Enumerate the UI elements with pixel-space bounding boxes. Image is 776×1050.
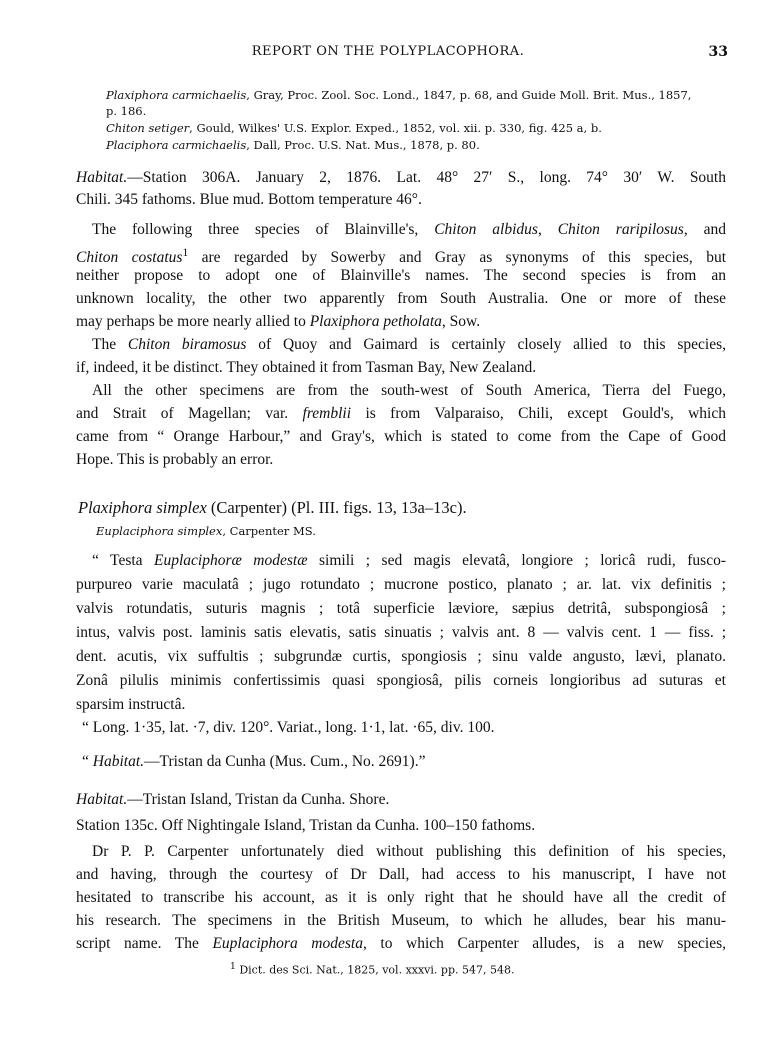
paragraph-biramosus-line-2: if, indeed, it be distinct. They obtained it from Tasman Bay, New Zealand.: [76, 359, 537, 376]
paragraph-blainville-line-4: unknown locality, the other two apparently from South Australia. One or more of these: [76, 290, 726, 307]
habitat-line-2: Chili. 345 fathoms. Blue mud. Bottom temperature 46°.: [76, 191, 422, 208]
paragraph-carpenter-line-5: script name. The Euplaciphora modesta, to which Carpenter alludes, is a new species,: [76, 935, 727, 952]
latin-line-5: dent. acutis, vix suffultis ; subgrundæ curtis, spongiosis ; sinu valde angusto, lævi, planato.: [76, 648, 726, 665]
habitat-2-line-2: Station 135c. Off Nightingale Island, Tristan da Cunha. 100–150 fathoms.: [76, 817, 536, 834]
latin-line-4: intus, valvis post. laminis satis elevatis, satis sinuatis ; valvis ant. 8 — valvis cent. 1 — fiss. ;: [76, 624, 726, 641]
running-header: [0, 44, 776, 64]
synonym-reference: , Gould, Wilkes' U.S. Explor. Exped., 1852, vol. xii. p. 330, fig. 425 a, b.: [189, 121, 602, 135]
synonym-name: Placiphora carmichaelis: [106, 138, 247, 152]
paragraph-biramosus-line-1: The Chiton biramosus of Quoy and Gaimard is certainly closely allied to this species,: [92, 336, 726, 353]
latin-line-6: Zonâ pilulis minimis confertissimis quasi spongiosâ, pilis corneis longioribus ad suturas et: [76, 672, 726, 689]
footnote: [230, 961, 514, 977]
paragraph-carpenter-line-4: his research. The specimens in the British Museum, to which he alludes, bear his manu-: [76, 912, 726, 929]
paragraph-blainville-line-1: The following three species of Blainville's, Chiton albidus, Chiton raripilosus, and: [92, 221, 726, 238]
paragraph-blainville-line-5: may perhaps be more nearly allied to Plaxiphora petholata, Sow.: [76, 313, 481, 330]
habitat-line-1: Habitat.—Station 306A. January 2, 1876. Lat. 48° 27′ S., long. 74° 30′ W. South: [76, 169, 726, 186]
latin-line-2: purpureo varie maculatâ ; jugo rotundato ; mucrone postico, planato ; ar. lat. vix definitis ;: [76, 576, 726, 593]
synonymy-entry-1: [106, 87, 726, 103]
footnote-mark: 1: [230, 961, 236, 972]
running-title: REPORT ON THE POLYPLACOPHORA.: [251, 44, 525, 59]
page-number: 33: [708, 44, 728, 60]
synonymy-entry-2: [106, 120, 726, 136]
synonym-name: Chiton setiger: [106, 121, 190, 135]
habitat-label: Habitat.: [76, 791, 128, 808]
habitat-label: Habitat.: [76, 169, 128, 186]
paragraph-blainville-line-2: Chiton costatus$^1$ are regarded by Sowerby and Gray as synonyms of this species, but: [76, 247, 726, 267]
synonym-reference-cont: p. 186.: [106, 104, 147, 118]
latin-habitat: “ Habitat.—Tristan da Cunha (Mus. Cum., No. 2691).”: [82, 753, 426, 770]
latin-measurements: “ Long. 1·35, lat. ·7, div. 120°. Variat., long. 1·1, lat. ·65, div. 100.: [82, 719, 495, 736]
habitat-2-line-1: Habitat.—Tristan Island, Tristan da Cunha. Shore.: [76, 791, 390, 808]
paragraph-carpenter-line-2: and having, through the courtesy of Dr Dall, had access to his manuscript, I have not: [76, 866, 726, 883]
latin-line-1: “ Testa Euplaciphoræ modestæ simili ; sed magis elevatâ, longiore ; loricâ rudi, fusco-: [92, 552, 726, 569]
synonym-reference: , Gray, Proc. Zool. Soc. Lond., 1847, p. 68, and Guide Moll. Brit. Mus., 1857,: [246, 88, 692, 102]
species-synonym: Euplaciphora simplex, Carpenter MS.: [96, 524, 316, 538]
footnote-ref: 1: [182, 247, 189, 259]
synonym-name: Plaxiphora carmichaelis: [106, 88, 247, 102]
paragraph-carpenter-line-3: hesitated to transcribe his account, as it is only right that he should have all the credit of: [76, 889, 726, 906]
paragraph-carpenter-line-1: Dr P. P. Carpenter unfortunately died without publishing this definition of his species,: [92, 843, 726, 860]
synonymy-entry-3: [106, 137, 726, 153]
paragraph-blainville-line-3: neither propose to adopt one of Blainville's names. The second species is from an: [76, 267, 726, 284]
species-name: Plaxiphora simplex: [78, 498, 207, 517]
latin-line-7: sparsim instructâ.: [76, 696, 186, 713]
synonymy-entry-1-continued: [106, 103, 726, 119]
footnote-text: Dict. des Sci. Nat., 1825, vol. xxxvi. pp. 547, 548.: [235, 963, 515, 977]
paragraph-specimens-line-1: All the other specimens are from the south-west of South America, Tierra del Fuego,: [92, 382, 726, 399]
species-heading: Plaxiphora simplex (Carpenter) (Pl. III. figs. 13, 13a–13c).: [78, 498, 467, 517]
paragraph-specimens-line-2: and Strait of Magellan; var. fremblii is from Valparaiso, Chili, except Gould's, which: [76, 405, 726, 422]
paragraph-specimens-line-3: came from “ Orange Harbour,” and Gray's, which is stated to come from the Cape of Good: [76, 428, 726, 445]
latin-line-3: valvis rotundatis, suturis magnis ; totâ superficie læviore, sæpius detritâ, subspongiosâ ;: [76, 600, 726, 617]
synonym-reference: , Dall, Proc. U.S. Nat. Mus., 1878, p. 80.: [246, 138, 480, 152]
paragraph-specimens-line-4: Hope. This is probably an error.: [76, 451, 274, 468]
